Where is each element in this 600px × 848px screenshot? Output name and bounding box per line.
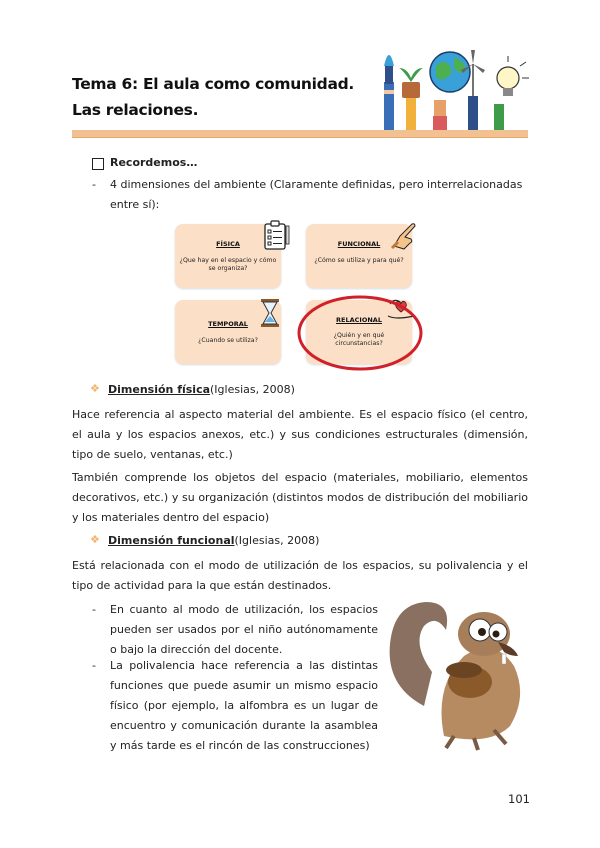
funcional-paragraph-1: Está relacionada con el modo de utilización de los espacios, su polivalencia y el tipo de actividad para la que están destinados. — [72, 559, 528, 592]
dash-bullet: - — [92, 659, 96, 672]
header-illustration — [370, 44, 530, 136]
card-fisica-title: FÍSICA — [216, 240, 240, 248]
funcional-heading: Dimensión funcional — [108, 534, 235, 547]
fisica-heading-line — [108, 380, 295, 400]
fisica-heading: Dimensión física — [108, 383, 211, 396]
card-funcional — [306, 224, 412, 288]
card-relacional-question: ¿Quién y en qué circunstancias? — [333, 332, 385, 347]
card-temporal-question: ¿Cuando se utiliza? — [198, 337, 258, 344]
funcional-bullet-1: En cuanto al modo de utilización, los espacios pueden ser usados por el niño autónomamente o bajo la dirección del docente. — [110, 603, 378, 656]
card-fisica — [175, 224, 281, 288]
diamond-bullet-icon: ❖ — [90, 533, 100, 546]
page-title-line1: Tema 6: El aula como comunidad. — [72, 75, 355, 93]
card-temporal-title: TEMPORAL — [208, 320, 248, 328]
squirrel-illustration — [384, 596, 536, 752]
card-funcional-question: ¿Cómo se utiliza y para qué? — [314, 257, 404, 264]
header-rule-line — [72, 137, 528, 138]
card-fisica-question: ¿Que hay en el espacio y cómo se organiza? — [179, 257, 277, 272]
fisica-paragraph-1: Hace referencia al aspecto material del ambiente. Es el espacio físico (el centro, el aula y los espacios anexos, etc.) y sus condiciones estructurales (dimensión, tipo de suelo, ventanas, etc.) — [72, 408, 528, 461]
fisica-citation: (Iglesias, 2008) — [210, 383, 295, 396]
funcional-citation: (Iglesias, 2008) — [234, 534, 320, 547]
checkbox-icon — [92, 158, 104, 170]
dash-bullet: - — [92, 603, 96, 616]
pointing-hand-icon — [390, 220, 418, 250]
card-temporal — [175, 300, 281, 364]
dash-bullet: - — [92, 178, 96, 191]
header-rule — [72, 130, 528, 137]
funcional-heading-line — [108, 531, 319, 551]
recordemos-label: Recordemos… — [110, 156, 198, 169]
recordemos-item: 4 dimensiones del ambiente (Claramente definidas, pero interrelacionadas entre sí): — [110, 178, 523, 211]
highlight-circle — [296, 294, 424, 372]
hourglass-icon — [259, 298, 281, 328]
page-number: 101 — [508, 792, 530, 806]
diamond-bullet-icon: ❖ — [90, 382, 100, 395]
card-funcional-title: FUNCIONAL — [337, 240, 381, 248]
page-title-line2: Las relaciones. — [72, 101, 199, 119]
card-relacional-title: RELACIONAL — [336, 316, 382, 324]
clipboard-checklist-icon — [263, 220, 291, 250]
fisica-paragraph-2: También comprende los objetos del espacio (materiales, mobiliario, elementos decorativos, etc.) y su organización (distintos modos de distribución del mobiliario y los materiales dentro del espacio) — [72, 471, 528, 524]
funcional-bullet-2: La polivalencia hace referencia a las distintas funciones que puede asumir un mismo espacio físico (por ejemplo, la alfombra es un lugar de encuentro y comunicación durante la asamblea y más tarde es el rincón de las construcciones) — [110, 659, 378, 752]
